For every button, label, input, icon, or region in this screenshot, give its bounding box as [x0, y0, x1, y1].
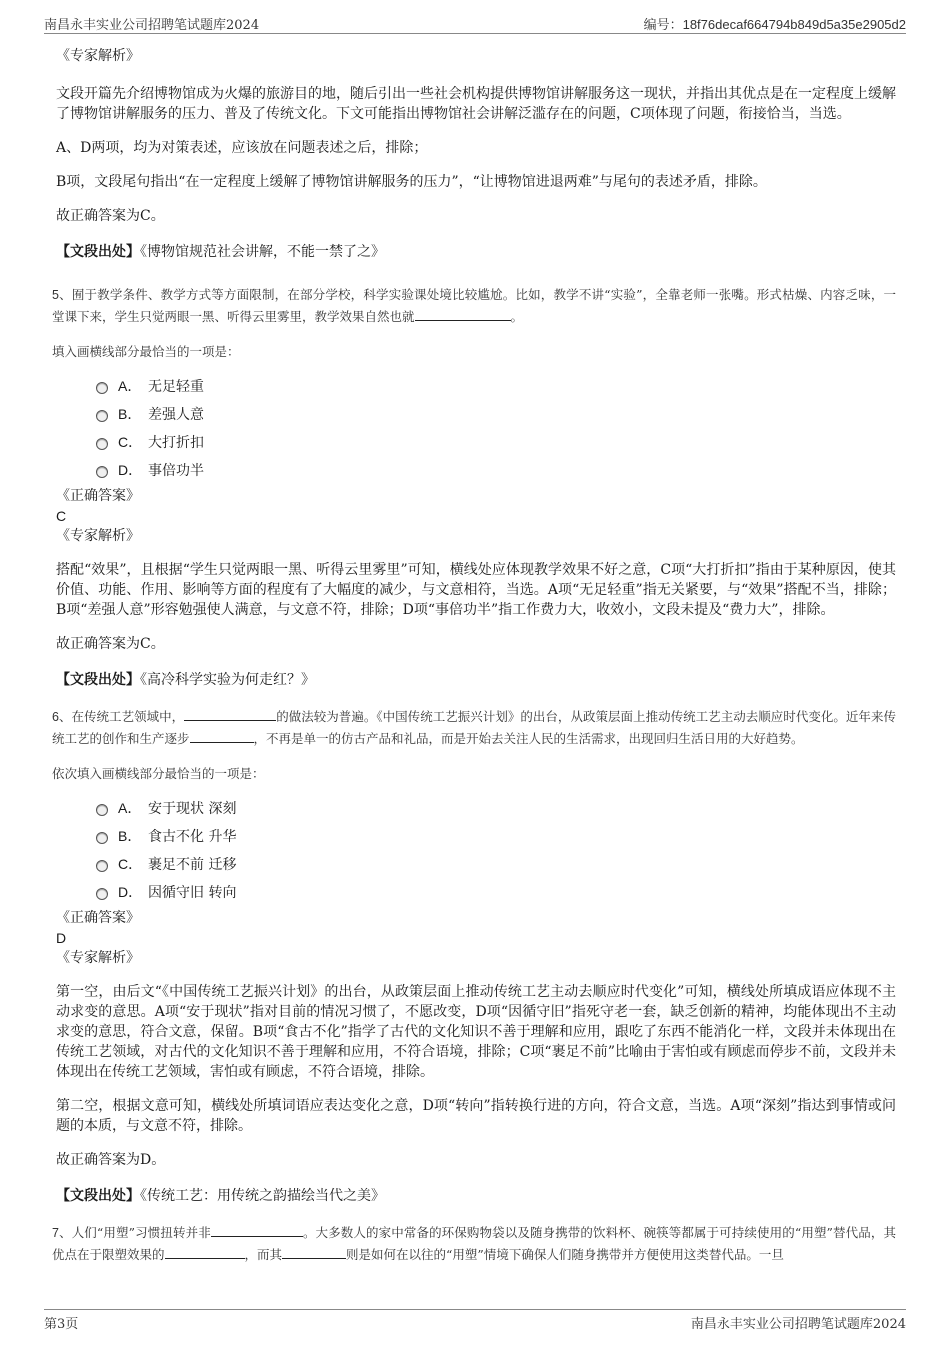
radio-button[interactable]: [96, 804, 108, 816]
option-key: B．: [118, 406, 142, 422]
option-key: D．: [118, 462, 143, 478]
option-text: 无足轻重: [148, 379, 204, 395]
fill-blank: [282, 1244, 346, 1259]
analysis-paragraph: 搭配“效果”，且根据“学生只觉两眼一黑、听得云里雾里”可知，横线处应体现教学效果不好之意，C项“大打折扣”指由于某种原因，使其价值、功能、作用、影响等方面的程度有了大幅度的减少，与文意相符，当选。A项“无足轻重”指无关紧要，与“效果”搭配不当，排除；B项“差强人意”形容勉强使人满意，与文意不符，排除；D项“事倍功半”指工作费力大，收效小，文段未提及“费力大”，排除。: [56, 562, 896, 618]
header-title: 南昌永丰实业公司招聘笔试题库2024: [44, 18, 260, 33]
source-line: [56, 670, 896, 690]
question-text: 囿于教学条件、教学方式等方面限制，在部分学校，科学实验课处境比较尴尬。比如，教学不讲“实验”，全靠老师一张嘴。形式枯燥、内容乏味，一堂课下来，学生只觉两眼一黑、听得云里雾里，教学效果自然也就: [52, 287, 896, 324]
option-text: 因循守旧 转向: [148, 885, 237, 901]
option-key: B．: [118, 828, 142, 844]
option-b[interactable]: [96, 400, 896, 428]
page-content: [52, 40, 896, 1266]
fill-blank: [415, 306, 511, 321]
question-number: 5、: [52, 288, 72, 302]
fill-blank: [190, 728, 254, 743]
radio-button[interactable]: [96, 382, 108, 394]
source-tag: 【文段出处】: [56, 1188, 140, 1204]
radio-button[interactable]: [96, 832, 108, 844]
option-b[interactable]: [96, 822, 896, 850]
radio-button[interactable]: [96, 466, 108, 478]
source-line: [56, 1186, 896, 1206]
option-text: 裹足不前 迁移: [148, 857, 237, 873]
analysis-paragraph: 故正确答案为C。: [56, 208, 165, 224]
source-title: 《传统工艺：用传统之韵描绘当代之美》: [140, 1188, 385, 1204]
question-text: 。: [510, 309, 524, 324]
question-text: 。大多数人的家中常备的环保购物袋以及随身携带的饮料杯、碗筷等都属于可持续使用的“用塑”替代品，其优点在于限塑效果的: [52, 1225, 896, 1262]
analysis-paragraph: B项，文段尾句指出“在一定程度上缓解了博物馆讲解服务的压力”，“让博物馆进退两难”与尾句的表述矛盾，排除。: [56, 174, 767, 190]
footer-title: 南昌永丰实业公司招聘笔试题库2024: [690, 1317, 906, 1332]
option-text: 大打折扣: [148, 435, 204, 451]
question-prompt: 填入画横线部分最恰当的一项是：: [52, 344, 240, 359]
option-key: D．: [118, 884, 143, 900]
question-text: ，而其: [244, 1247, 283, 1262]
fill-blank: [184, 706, 276, 721]
option-key: C．: [118, 434, 143, 450]
fill-blank: [165, 1244, 245, 1259]
question-7: [52, 1222, 896, 1266]
correct-answer-label: 《正确答案》: [56, 488, 140, 504]
source-title: 《高冷科学实验为何走红？》: [140, 672, 315, 688]
option-c[interactable]: [96, 850, 896, 878]
option-text: 差强人意: [148, 407, 204, 423]
question-number: 6、: [52, 710, 72, 724]
options-list: [96, 794, 896, 906]
option-d[interactable]: [96, 878, 896, 906]
expert-analysis-label: 《专家解析》: [56, 528, 140, 544]
option-key: C．: [118, 856, 143, 872]
correct-answer: C: [56, 508, 67, 524]
question-text: 人们“用塑”习惯扭转并非: [71, 1225, 211, 1240]
analysis-paragraph: 第一空，由后文“《中国传统工艺振兴计划》的出台，从政策层面上推动传统工艺主动去顺应时代变化”可知，横线处所填成语应体现不主动求变的意思。A项“安于现状”指对目前的情况习惯了，不愿改变，D项“因循守旧”指死守老一套，缺乏创新的精神，均能体现出不主动求变的意思，符合文意，保留。B项“食古不化”指学了古代的文化知识不善于理解和应用，跟吃了东西不能消化一样，文段并未体现出在传统工艺领域，对古代的文化知识不善于理解和应用，不符合语境，排除；C项“裹足不前”比喻由于害怕或有顾虑而停步不前，文段并未体现出在传统工艺领域，害怕或有顾虑，不符合语境，排除。: [56, 984, 896, 1080]
option-a[interactable]: [96, 372, 896, 400]
option-c[interactable]: [96, 428, 896, 456]
source-tag: 【文段出处】: [56, 672, 140, 688]
question-text: 的做法较为普遍。《中国传统工艺振兴计划》的出台，从政策层面上推动传统工艺主动去顺应时代变化。近年来传统工艺的创作和生产逐步: [52, 709, 896, 746]
source-line: [56, 242, 896, 262]
source-title: 《博物馆规范社会讲解，不能一禁了之》: [140, 244, 385, 260]
option-text: 事倍功半: [148, 463, 204, 479]
analysis-paragraph: 故正确答案为D。: [56, 1152, 166, 1168]
analysis-paragraph: 故正确答案为C。: [56, 636, 165, 652]
correct-answer-label: 《正确答案》: [56, 910, 140, 926]
question-text: 则是如何在以往的“用塑”情境下确保人们随身携带并方便使用这类替代品。一旦: [346, 1247, 784, 1262]
analysis-paragraph: A、D两项，均为对策表述，应该放在问题表述之后，排除；: [56, 140, 428, 156]
question-text: ，不再是单一的仿古产品和礼品，而是开始去关注人民的生活需求，出现回归生活日用的大好趋势。: [253, 731, 804, 746]
footer-divider: [44, 1309, 906, 1310]
analysis-paragraph: 第二空，根据文意可知，横线处所填词语应表达变化之意，D项“转向”指转换行进的方向，符合文意，当选。A项“深刻”指达到事情或问题的本质，与文意不符，排除。: [56, 1098, 896, 1134]
radio-button[interactable]: [96, 888, 108, 900]
option-text: 食古不化 升华: [148, 829, 237, 845]
option-key: A．: [118, 800, 142, 816]
options-list: [96, 372, 896, 484]
analysis-paragraph: 文段开篇先介绍博物馆成为火爆的旅游目的地，随后引出一些社会机构提供博物馆讲解服务这一现状，并指出其优点是在一定程度上缓解了博物馆讲解服务的压力、普及了传统文化。下文可能指出博物馆社会讲解泛滥存在的问题，C项体现了问题，衔接恰当，当选。: [56, 86, 896, 122]
header-divider: [44, 33, 906, 34]
expert-analysis-label: 《专家解析》: [56, 48, 140, 64]
source-tag: 【文段出处】: [56, 244, 140, 260]
question-text: 在传统工艺领域中，: [71, 709, 185, 724]
question-6: [52, 706, 896, 750]
page-header: [44, 14, 906, 34]
correct-answer: D: [56, 930, 67, 946]
question-number: 7、: [52, 1226, 72, 1240]
page-number: 第3页: [44, 1317, 79, 1332]
page-footer: [44, 1313, 906, 1333]
fill-blank: [211, 1222, 303, 1237]
document-id: 编号：18f76decaf664794b849d5a35e2905d2: [643, 17, 906, 32]
radio-button[interactable]: [96, 410, 108, 422]
question-5: [52, 284, 896, 328]
option-text: 安于现状 深刻: [148, 801, 237, 817]
radio-button[interactable]: [96, 860, 108, 872]
expert-analysis-label: 《专家解析》: [56, 950, 140, 966]
question-prompt: 依次填入画横线部分最恰当的一项是：: [52, 766, 265, 781]
option-d[interactable]: [96, 456, 896, 484]
radio-button[interactable]: [96, 438, 108, 450]
option-key: A．: [118, 378, 142, 394]
option-a[interactable]: [96, 794, 896, 822]
